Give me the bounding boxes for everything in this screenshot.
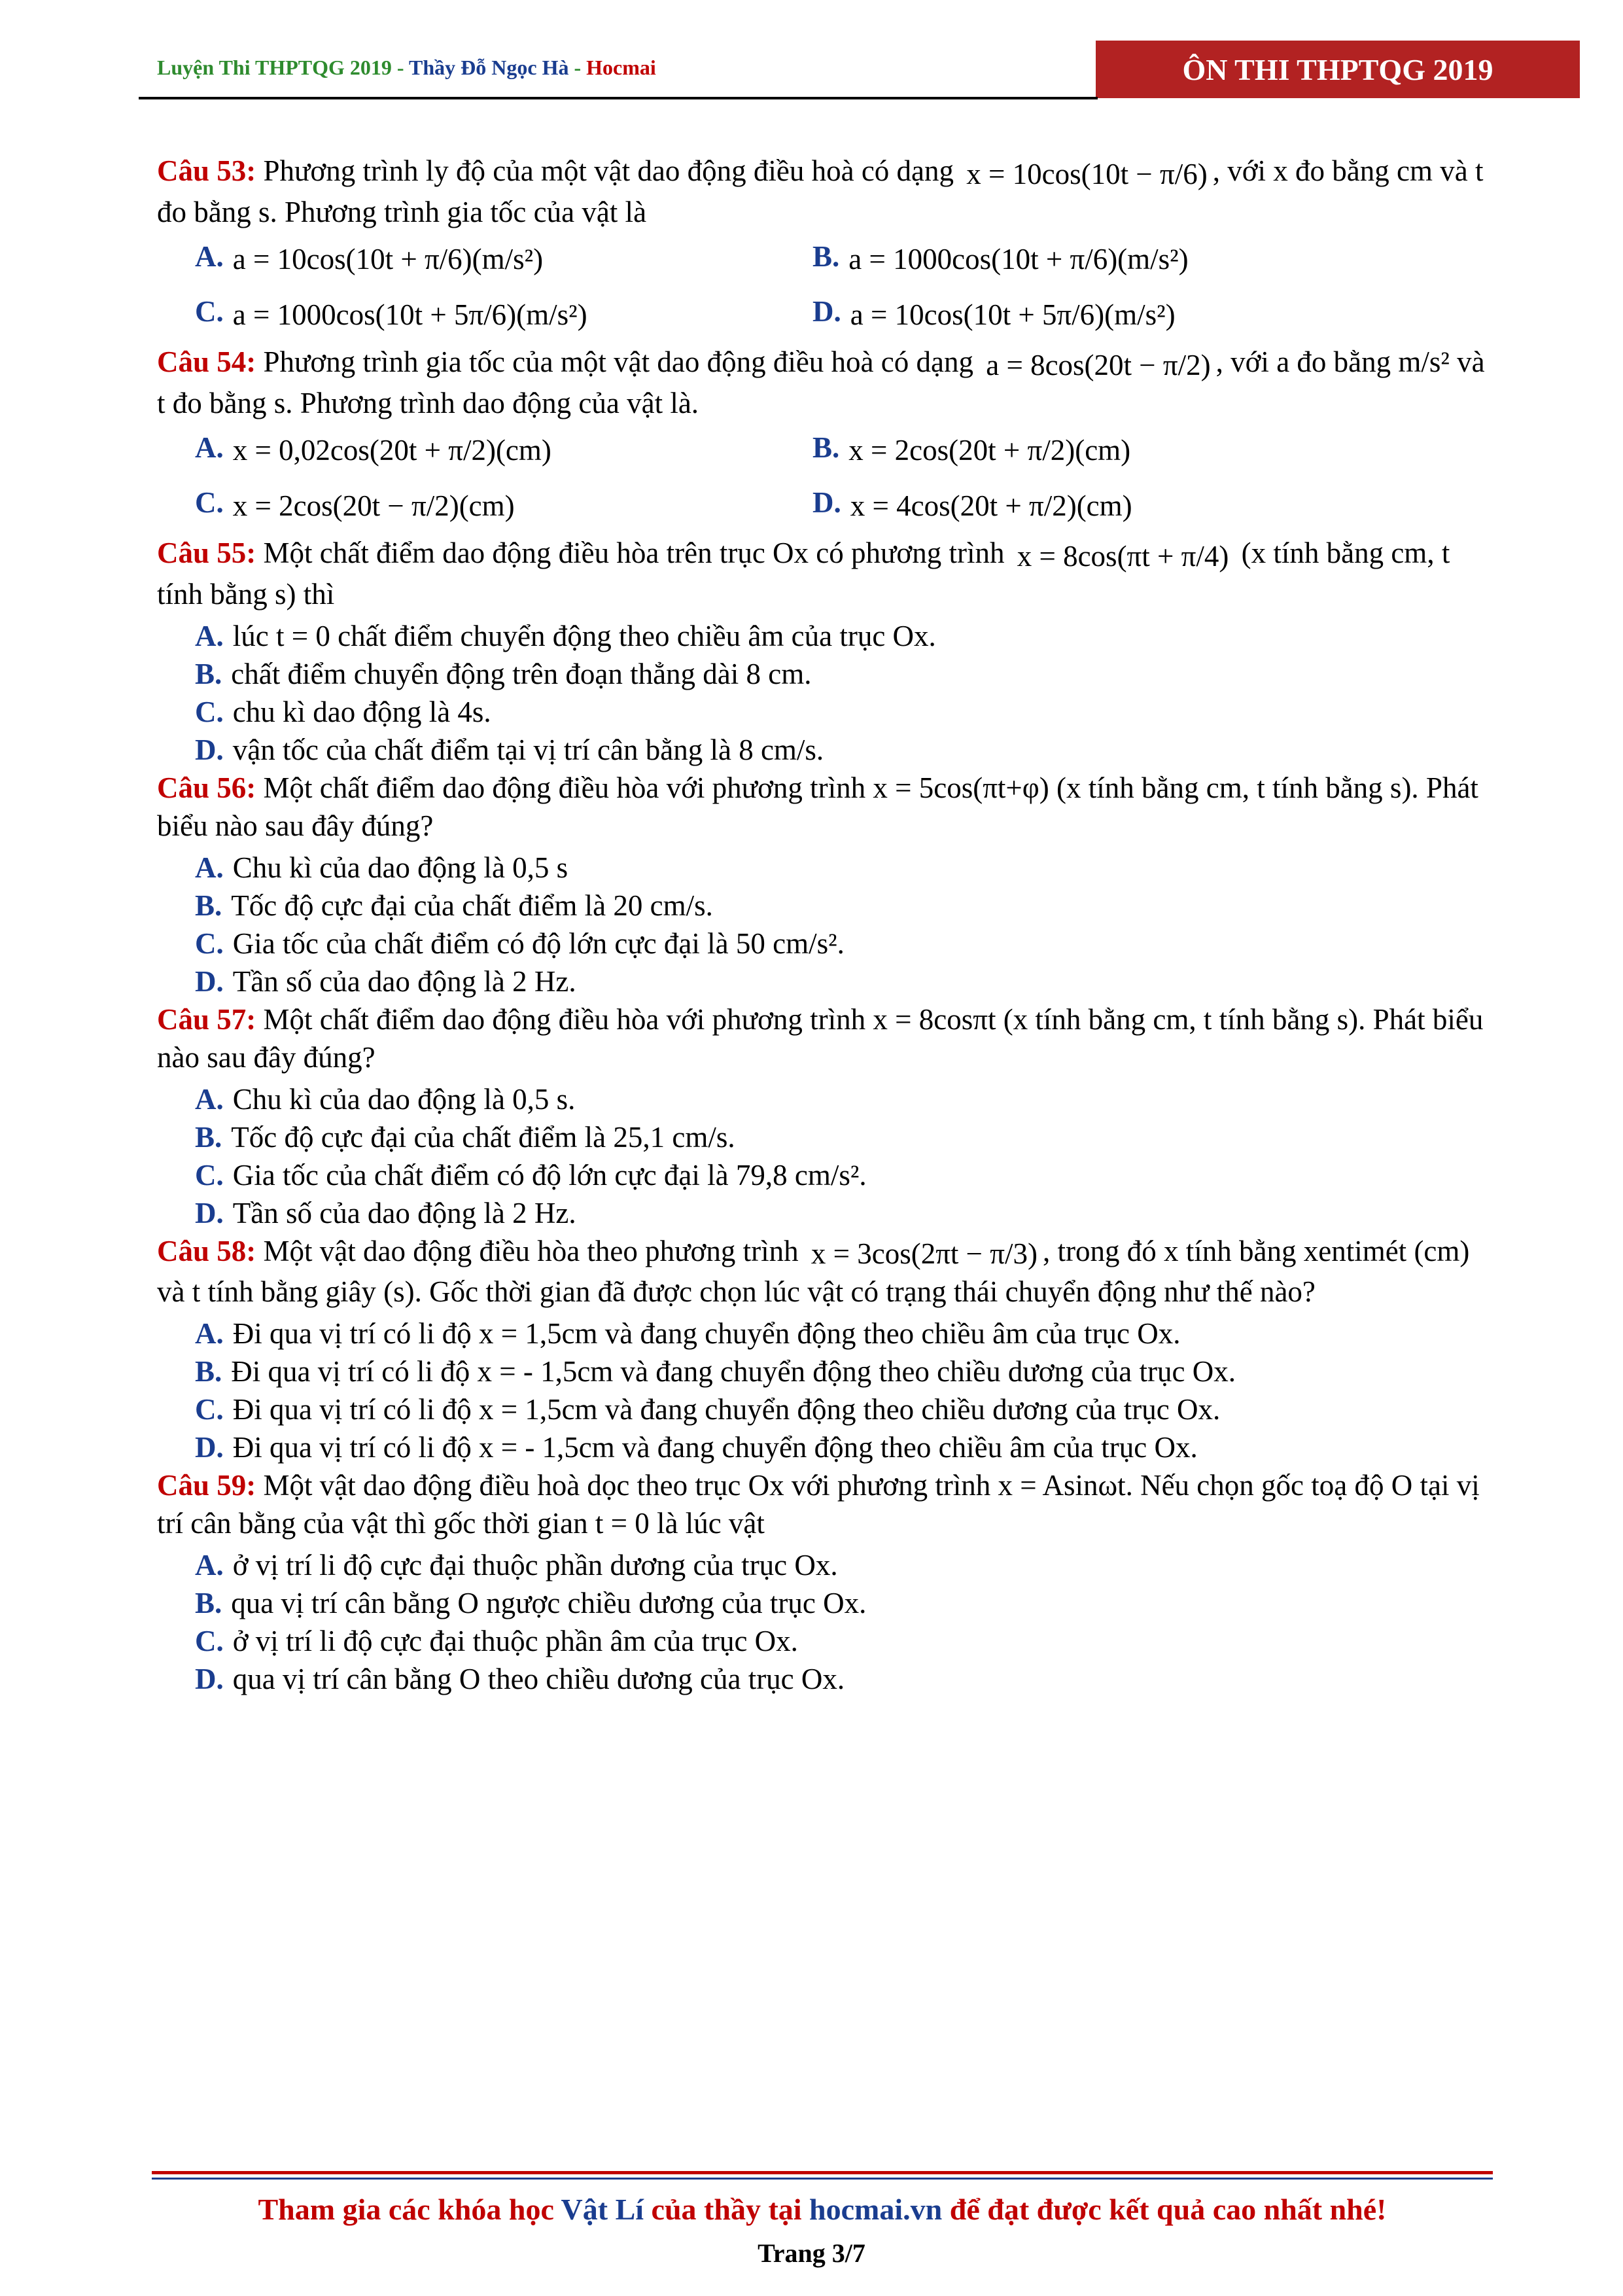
page-number: Trang 3/7 [758,2238,865,2268]
option-a[interactable] [157,1546,1492,1584]
question-stem-pre: Phương trình gia tốc của một vật dao động điều hoà có dạng [263,345,973,379]
option-label: B. [812,239,840,273]
question-stem-pre: Một chất điểm dao động điều hòa trên trục Ox có phương trình [263,537,1005,570]
option-a[interactable] [157,1315,1492,1352]
option-label: B. [812,431,840,464]
option-d[interactable] [157,1428,1492,1466]
option-text: Tốc độ cực đại của chất điểm là 20 cm/s. [231,889,713,922]
option-label: A. [195,1549,224,1582]
question-list [157,152,1492,1698]
option-text: x = 4cos(20t + π/2)(cm) [850,489,1132,523]
option-label: B. [195,1587,222,1620]
option-text: Đi qua vị trí có li độ x = 1,5cm và đang chuyển động theo chiều âm của trục Ox. [232,1317,1181,1351]
option-b[interactable] [157,887,1492,925]
footer-divider-blue [152,2178,1493,2180]
option-label: A. [195,619,224,652]
option-b[interactable] [157,1352,1492,1390]
option-text: x = 2cos(20t + π/2)(cm) [848,434,1131,467]
option-label: A. [195,1317,224,1351]
question-number: Câu 59: [157,1469,256,1502]
option-text: Chu kì của dao động là 0,5 s [232,851,568,884]
option-text: Đi qua vị trí có li độ x = - 1,5cm và đang chuyển động theo chiều âm của trục Ox. [232,1431,1198,1464]
question-stem-post: (x tính bằng cm, t tính bằng s) thì [157,537,1450,610]
question-stem-post: , với a đo bằng m/s² và t đo bằng s. Phương trình dao động của vật là. [157,345,1485,419]
question-stem-post: , trong đó x tính bằng xentimét (cm) và t tính bằng giây (s). Gốc thời gian đã được chọn lúc vật có trạng thái chuyển động như thế nào? [157,1234,1470,1309]
question-stem: Một chất điểm dao động điều hòa với phương trình x = 8cosπt (x tính bằng cm, t tính bằng s). Phát biểu nào sau đây đúng? [157,1002,1484,1074]
option-label: C. [195,1625,224,1658]
option-text: chất điểm chuyển động trên đoạn thẳng dài 8 cm. [231,657,812,690]
option-c[interactable] [157,1156,1492,1194]
option-text: a = 1000cos(10t + π/6)(m/s²) [848,243,1189,276]
question-56 [157,769,1492,845]
option-label: D. [195,964,224,998]
option-a[interactable] [157,617,1492,655]
option-text: qua vị trí cân bằng O theo chiều dương của trục Ox. [232,1663,845,1696]
option-d[interactable] [157,1194,1492,1232]
question-stem: Một chất điểm dao động điều hòa với phương trình x = 5cos(πt+φ) (x tính bằng cm, t tính bằng s). Phát biểu nào sau đây đúng? [157,771,1478,842]
option-label: D. [195,1663,224,1696]
option-text: x = 0,02cos(20t + π/2)(cm) [232,434,551,467]
option-label: C. [195,927,224,960]
header-prefix: Luyện Thi THPTQG 2019 - [157,56,409,79]
option-d[interactable] [157,1660,1492,1698]
option-label: A. [195,851,224,884]
option-label: C. [195,486,224,520]
question-number: Câu 57: [157,1002,256,1036]
option-d[interactable] [812,484,1467,525]
option-c[interactable] [157,1622,1492,1660]
header-brand: Hocmai [586,56,656,79]
question-stem-math: x = 3cos(2πt − π/3) [811,1237,1038,1271]
option-text: Đi qua vị trí có li độ x = 1,5cm và đang chuyển động theo chiều dương của trục Ox. [232,1393,1221,1426]
question-58 [157,1232,1492,1311]
option-text: Đi qua vị trí có li độ x = - 1,5cm và đang chuyển động theo chiều dương của trục Ox. [231,1355,1236,1388]
option-label: D. [195,1431,224,1464]
question-53 [157,152,1492,231]
option-label: D. [812,295,841,328]
option-text: chu kì dao động là 4s. [232,695,491,728]
option-text: vận tốc của chất điểm tại vị trí cân bằng là 8 cm/s. [232,733,824,766]
question-stem-math: x = 10cos(10t − π/6) [966,157,1208,190]
option-text: Tần số của dao động là 2 Hz. [232,1196,576,1229]
question-59 [157,1466,1492,1542]
question-57 [157,1000,1492,1076]
question-stem-post: , với x đo bằng cm và t đo bằng s. Phương trình gia tốc của vật là [157,154,1484,228]
option-label: D. [195,1196,224,1229]
question-stem: Một vật dao động điều hoà dọc theo trục Ox với phương trình x = Asinωt. Nếu chọn gốc toạ độ O tại vị trí cân bằng của vật thì gốc thời gian t = 0 là lúc vật [157,1469,1480,1540]
options-grid [157,429,1492,525]
option-text: Gia tốc của chất điểm có độ lớn cực đại là 50 cm/s². [232,927,845,960]
question-54 [157,343,1492,422]
option-c[interactable] [195,292,812,334]
question-number: Câu 55: [157,537,256,570]
question-number: Câu 53: [157,154,256,187]
footer-text-c: của thầy tại [644,2193,810,2226]
footer-text-e: để đạt được kết quả cao nhất nhé! [942,2193,1387,2226]
option-text: Tần số của dao động là 2 Hz. [232,964,576,998]
option-label: B. [195,1355,222,1388]
header-course-title [157,56,656,80]
footer-divider-red [152,2171,1493,2174]
question-number: Câu 56: [157,771,256,804]
header-divider [139,97,1098,99]
option-label: B. [195,657,222,690]
footer-text-a: Tham gia các khóa học [258,2193,561,2226]
option-text: ở vị trí li độ cực đại thuộc phần dương của trục Ox. [232,1549,838,1582]
option-b[interactable] [157,1118,1492,1156]
option-c[interactable] [195,484,812,525]
header-teacher: Thầy Đỗ Ngọc Hà [409,56,569,79]
option-text: Chu kì của dao động là 0,5 s. [232,1082,576,1116]
footer-promo [152,2192,1493,2227]
option-c[interactable] [157,693,1492,731]
options-grid [157,238,1492,334]
option-label: C. [195,1393,224,1426]
option-d[interactable] [157,731,1492,769]
option-b[interactable] [157,655,1492,693]
option-b[interactable] [812,429,1467,470]
option-text: qua vị trí cân bằng O ngược chiều dương của trục Ox. [231,1587,867,1620]
option-text: Gia tốc của chất điểm có độ lớn cực đại là 79,8 cm/s². [232,1158,867,1192]
option-label: D. [195,733,224,766]
option-label: A. [195,431,224,464]
option-b[interactable] [812,238,1467,279]
question-55 [157,534,1492,613]
option-label: B. [195,889,222,922]
footer-site-link[interactable]: hocmai.vn [809,2193,943,2226]
option-c[interactable] [157,925,1492,963]
option-label: C. [195,295,224,328]
option-d[interactable] [157,963,1492,1000]
footer-subject: Vật Lí [561,2193,644,2226]
option-a[interactable] [195,238,812,279]
question-stem-pre: Một vật dao động điều hòa theo phương trình [263,1234,799,1267]
option-text: ở vị trí li độ cực đại thuộc phần âm của trục Ox. [232,1625,798,1658]
header-exam-badge: ÔN THI THPTQG 2019 [1096,41,1580,98]
question-number: Câu 58: [157,1234,256,1267]
option-a[interactable] [157,849,1492,887]
option-text: a = 10cos(10t + π/6)(m/s²) [232,243,544,276]
option-text: Tốc độ cực đại của chất điểm là 25,1 cm/s. [231,1120,735,1154]
option-a[interactable] [157,1080,1492,1118]
option-label: D. [812,486,841,520]
option-label: B. [195,1120,222,1154]
option-label: C. [195,1158,224,1192]
option-text: lúc t = 0 chất điểm chuyển động theo chiều âm của trục Ox. [232,619,936,652]
question-stem-math: a = 8cos(20t − π/2) [986,348,1211,381]
option-d[interactable] [812,292,1467,334]
option-text: a = 1000cos(10t + 5π/6)(m/s²) [232,298,587,332]
option-label: A. [195,239,224,273]
option-text: x = 2cos(20t − π/2)(cm) [232,489,515,523]
question-stem-pre: Phương trình ly độ của một vật dao động điều hoà có dạng [263,154,954,187]
question-stem-math: x = 8cos(πt + π/4) [1017,539,1229,573]
option-label: C. [195,695,224,728]
option-c[interactable] [157,1390,1492,1428]
option-label: A. [195,1082,224,1116]
option-b[interactable] [157,1584,1492,1622]
option-a[interactable] [195,429,812,470]
option-text: a = 10cos(10t + 5π/6)(m/s²) [850,298,1176,332]
question-number: Câu 54: [157,345,256,379]
header-separator: - [568,56,587,79]
